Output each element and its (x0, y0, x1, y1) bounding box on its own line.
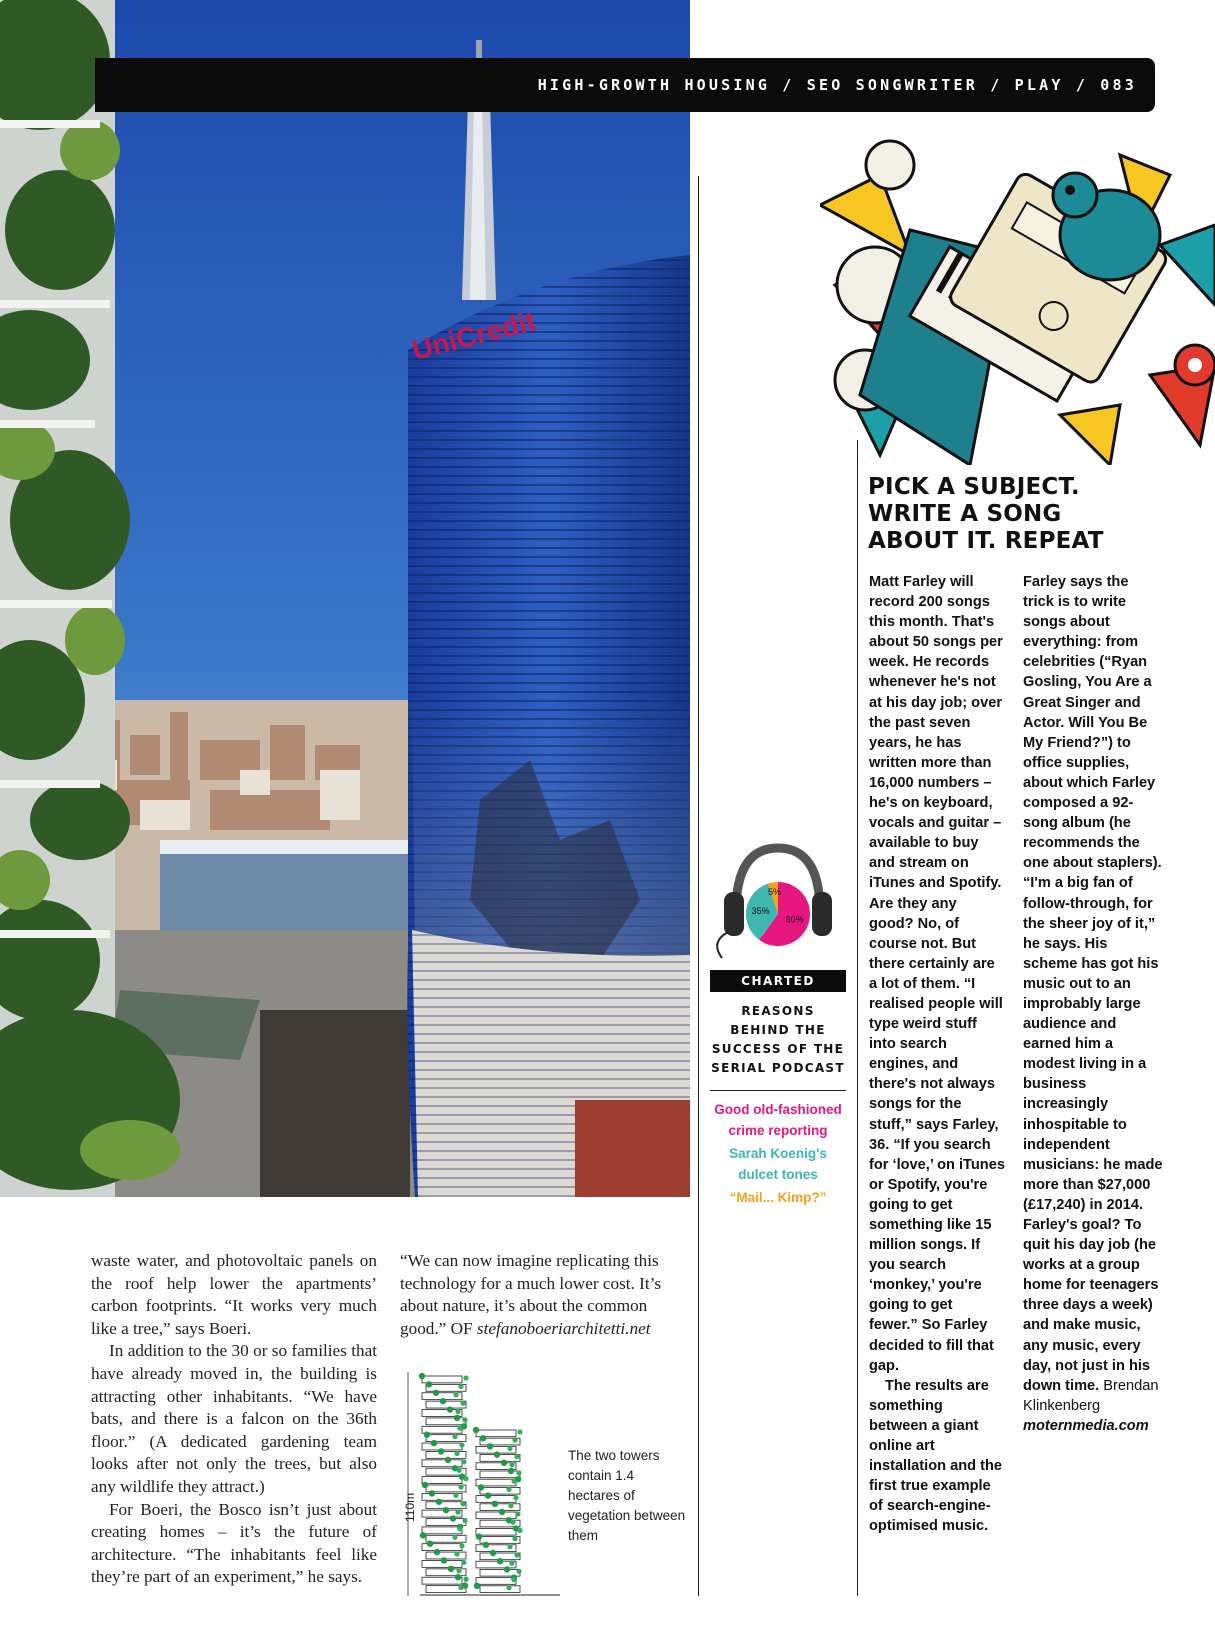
tree-marker (478, 1484, 484, 1490)
tower-floor (426, 1435, 466, 1442)
tree-marker (512, 1438, 517, 1443)
tree-marker (429, 1490, 435, 1496)
tree-marker (507, 1544, 512, 1549)
tree-marker (443, 1507, 449, 1513)
height-label: 110m (403, 1492, 417, 1522)
charted-sidebar (710, 842, 846, 1210)
tree-marker (431, 1440, 437, 1446)
short-tower (473, 1427, 523, 1593)
tower-floor (476, 1528, 516, 1535)
pie-slice-label: 60% (785, 914, 804, 925)
tree-marker (422, 1482, 428, 1488)
tree-marker (511, 1479, 516, 1484)
tree-marker (455, 1409, 460, 1414)
legend-item: “Mail... Kimp?” (729, 1190, 827, 1205)
article-paragraph: Matt Farley will record 200 songs this month. That's about 50 songs per week. He records whenever he's not at his day job; over the past seven years, he has written more than 16,000 numbers – he's on keyboard, vocals and guitar – available to buy and stream on iTunes and Spotify. Are they any good? No, of course not. But there certainly are a lot of them. “I realised people will type weird stuff into search engines, and there's not always songs for the stuff,” says Farley, 36. “If you search for ‘love,’ on iTunes or Spotify, you're going to get something like 15 million songs. If you search ‘monkey,’ you're going to get fewer.” So Farley decided to fill that gap. (869, 574, 1005, 1374)
tree-marker (460, 1401, 465, 1406)
headphones-pie-chart (710, 842, 846, 962)
tree-marker (426, 1381, 432, 1387)
tree-marker (438, 1448, 444, 1454)
tower-floor (480, 1586, 520, 1593)
tree-marker (452, 1434, 457, 1439)
tree-marker (508, 1468, 514, 1474)
tree-marker (511, 1577, 516, 1582)
tree-marker (459, 1442, 464, 1447)
tree-marker (456, 1568, 461, 1573)
tree-marker (462, 1417, 467, 1422)
chart-legend (710, 1099, 846, 1208)
tower-floor (426, 1552, 466, 1559)
hero-photo (0, 0, 690, 1197)
tree-marker (455, 1574, 461, 1580)
tree-marker (485, 1492, 491, 1498)
tree-marker (504, 1566, 510, 1572)
tree-marker (453, 1493, 458, 1498)
tree-marker (433, 1390, 439, 1396)
divider (710, 1090, 846, 1091)
tree-marker (454, 1551, 459, 1556)
column-rule-right (857, 440, 858, 1596)
tower-floor (480, 1487, 520, 1494)
tree-marker (514, 1552, 519, 1557)
sign-off-prefix: OF (450, 1318, 473, 1338)
website-link[interactable]: moternmedia.com (1023, 1417, 1149, 1434)
charted-label: CHARTED (710, 970, 846, 992)
tree-marker (508, 1503, 513, 1508)
bosco-column-2 (400, 1250, 690, 1340)
tower-floor (426, 1451, 466, 1458)
headphone-cup-left (724, 892, 744, 936)
tower-caption: The two towers contain 1.4 hectares of vegetation between them (568, 1448, 686, 1543)
tree-marker (458, 1384, 463, 1389)
bosco-column-1 (91, 1250, 377, 1589)
bosco-quote: “We can now imagine replicating this technology for a much lower cost. It’s about nature, it’s about the common good.” (400, 1251, 662, 1338)
building-sign: UniCredit (408, 305, 539, 366)
tree-marker (506, 1585, 511, 1590)
bosco-paragraph: In addition to the 30 or so families that have already moved in, the building is attracting other inhabitants. “We have bats, and there is a falcon on the 36th floor.” (A dedicated gardening team looks after not only the trees, but also any wildlife they attract.) (91, 1341, 377, 1496)
tree-marker (448, 1566, 454, 1572)
headline-line-3: ABOUT IT. REPEAT (868, 528, 1104, 554)
tree-marker (427, 1540, 433, 1546)
tower-floor (422, 1477, 462, 1484)
tree-marker (476, 1533, 482, 1539)
legend-item: Good old-fashioned crime reporting (714, 1102, 842, 1138)
tower-floor (480, 1504, 520, 1511)
tree-marker (463, 1577, 468, 1582)
pie-slice-label: 35% (751, 906, 770, 917)
article-paragraph: Farley says the trick is to write songs about everything: from celebrities (“Ryan Gosling, You Are a Great Singer and Actor. Will You Be My Friend?”) to office supplies, about which Farley composed a 92-song album (he recommends the one about staplers). “I'm a big fan of follow-through, for the sheer joy of it,” he says. His scheme has got his music out to an improbably large audience and earned him a modest living in a business increasingly inhospitable to independent musicians: he made more than $27,000 (£17,240) in 2014. Farley's goal? To quit his day job (he works at a group home for teenagers three days a week) and make music, any music, every day, not just in his down time. (1023, 574, 1163, 1394)
charted-title: REASONS BEHIND THE SUCCESS OF THE SERIAL PODCAST (711, 1004, 845, 1075)
tree-marker (510, 1520, 515, 1525)
pie-group (746, 882, 810, 946)
tree-marker (424, 1431, 430, 1437)
tower-floor (422, 1527, 462, 1534)
tree-marker (494, 1451, 500, 1457)
tree-marker (501, 1460, 507, 1466)
tree-marker (509, 1462, 514, 1467)
tree-marker (483, 1542, 489, 1548)
tree-marker (458, 1484, 463, 1489)
tree-marker (452, 1535, 457, 1540)
tree-marker (434, 1549, 440, 1555)
article-paragraph-with-credit (1023, 572, 1163, 1436)
tree-marker (463, 1476, 468, 1481)
headphone-cup-right (812, 892, 832, 936)
headline-line-1: PICK A SUBJECT. (868, 474, 1080, 500)
tree-marker (512, 1536, 517, 1541)
bosco-paragraph: For Boeri, the Bosco isn’t just about creating homes – it’s the future of architecture. “The inhabitants feel like they’re part of an experiment,” he says. (91, 1499, 377, 1587)
keyboard-collage-illustration (820, 135, 1215, 465)
article-headline (868, 474, 1168, 555)
tree-marker (473, 1427, 479, 1433)
tree-marker (515, 1511, 520, 1516)
tower-floor (476, 1578, 516, 1585)
tree-marker (441, 1557, 447, 1563)
tree-marker (513, 1495, 518, 1500)
tree-marker (440, 1398, 446, 1404)
tree-marker (445, 1457, 451, 1463)
tree-marker (462, 1518, 467, 1523)
tree-marker (454, 1415, 460, 1421)
tree-marker (454, 1451, 459, 1456)
byline: Brendan Klinkenberg (1023, 1377, 1159, 1414)
tree-marker (509, 1561, 514, 1566)
tree-marker (461, 1459, 466, 1464)
tree-marker (506, 1487, 511, 1492)
article-column-1 (869, 572, 1005, 1537)
tree-marker (455, 1510, 460, 1515)
tall-tower (419, 1373, 469, 1593)
running-head-bar (95, 58, 1155, 112)
tree-marker (480, 1435, 486, 1441)
tree-marker (456, 1468, 461, 1473)
tree-marker (461, 1560, 466, 1565)
article-column-2 (1023, 572, 1163, 1436)
milan-skyline-photo (0, 0, 690, 1197)
tree-marker (474, 1583, 480, 1589)
tree-marker (490, 1550, 496, 1556)
tree-marker (514, 1454, 519, 1459)
tree-marker (507, 1446, 512, 1451)
tree-marker (516, 1470, 521, 1475)
legend-item: Sarah Koenig's dulcet tones (729, 1146, 827, 1182)
headline-line-2: WRITE A SONG (868, 501, 1062, 527)
architect-website[interactable]: stefanoboeriarchitetti.net (476, 1318, 651, 1338)
tree-marker (450, 1515, 456, 1521)
tree-marker (517, 1528, 522, 1533)
article-paragraph: The results are something between a giant online art installation and the first true example of search-engine-optimised music. (869, 1377, 1002, 1535)
music-illustration (820, 135, 1215, 465)
tree-marker (460, 1501, 465, 1506)
tree-marker (463, 1375, 468, 1380)
pie-slice-label: 5% (767, 886, 782, 897)
tower-floor (426, 1535, 466, 1542)
tree-marker (459, 1543, 464, 1548)
tree-marker (420, 1532, 426, 1538)
tree-marker (499, 1509, 505, 1515)
tree-marker (447, 1406, 453, 1412)
tree-marker (419, 1373, 425, 1379)
tree-marker (458, 1585, 463, 1590)
tree-marker (436, 1499, 442, 1505)
column-rule-left (698, 176, 699, 1596)
tree-marker (487, 1443, 493, 1449)
bosco-quote-paragraph (400, 1250, 690, 1340)
tree-marker (517, 1429, 522, 1434)
tree-marker (457, 1526, 462, 1531)
bosco-paragraph: waste water, and photovoltaic panels on the roof help lower the apartments’ carbon footprints. “It works very much like a tree,” says Boeri. (91, 1251, 377, 1338)
tree-marker (516, 1569, 521, 1574)
running-head: HIGH-GROWTH HOUSING / SEO SONGWRITER / PLAY / 083 (537, 76, 1137, 94)
tree-marker (453, 1392, 458, 1397)
tree-marker (457, 1426, 462, 1431)
tree-marker (492, 1501, 498, 1507)
headphone-cable (717, 932, 728, 958)
tree-marker (497, 1558, 503, 1564)
